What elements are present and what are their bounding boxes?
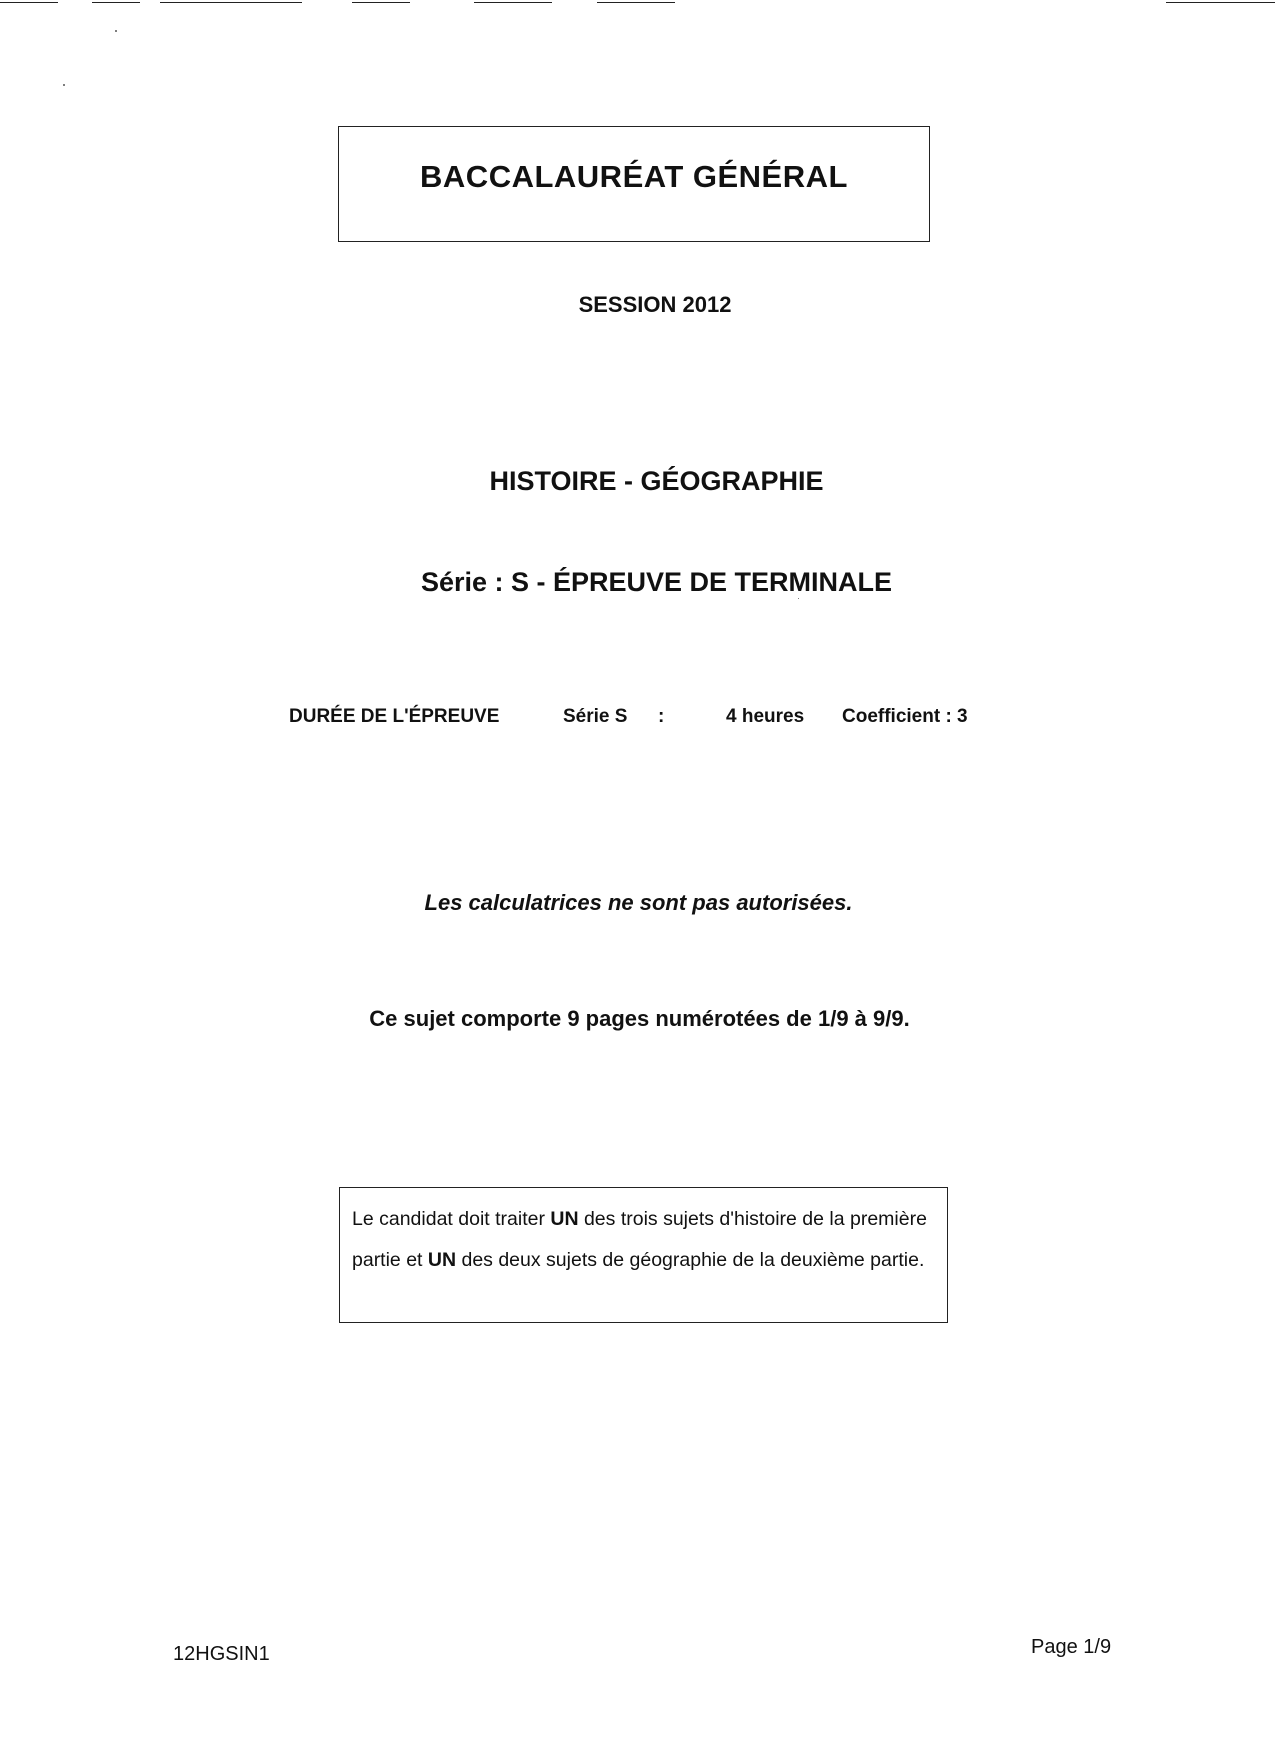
scan-artifact-line — [0, 2, 58, 3]
page-count-notice: Ce sujet comporte 9 pages numérotées de 1/9 à 9/9. — [369, 1006, 910, 1031]
scan-speck — [798, 598, 799, 599]
instructions-box — [339, 1187, 948, 1323]
scan-artifact-line — [160, 2, 302, 3]
duration-separator: : — [658, 706, 665, 727]
scan-artifact-line — [597, 2, 675, 3]
series-line: Série : S - ÉPREUVE DE TERMINALE — [420, 567, 893, 597]
scan-artifact-line — [352, 2, 410, 3]
calculator-notice: Les calculatrices ne sont pas autorisées. — [424, 890, 853, 915]
duration-label: DURÉE DE L'ÉPREUVE — [289, 706, 500, 727]
scan-artifact-line — [474, 2, 552, 3]
coefficient: Coefficient : 3 — [842, 706, 968, 727]
document-code: 12HGSIN1 — [173, 1643, 270, 1665]
session-year: SESSION 2012 — [578, 292, 732, 317]
subject-name: HISTOIRE - GÉOGRAPHIE — [489, 466, 824, 496]
instructions-text: des deux sujets de géographie de la deuxième partie. — [456, 1249, 925, 1271]
page-number: Page 1/9 — [1031, 1636, 1112, 1658]
scan-artifact-line — [1166, 2, 1275, 3]
scan-artifact-line — [92, 2, 140, 3]
scan-speck — [63, 84, 65, 86]
scan-speck — [115, 30, 117, 32]
instructions-emphasis: UN — [427, 1249, 457, 1271]
instructions-text: Le candidat doit traiter — [352, 1208, 551, 1230]
instructions-text: des trois sujets d'histoire de la première partie et — [352, 1208, 927, 1271]
exam-title-box — [338, 126, 930, 242]
duration-series: Série S — [563, 706, 628, 727]
duration-hours: 4 heures — [726, 706, 805, 727]
instructions-emphasis: UN — [550, 1208, 579, 1230]
exam-title: BACCALAURÉAT GÉNÉRAL — [420, 159, 848, 194]
